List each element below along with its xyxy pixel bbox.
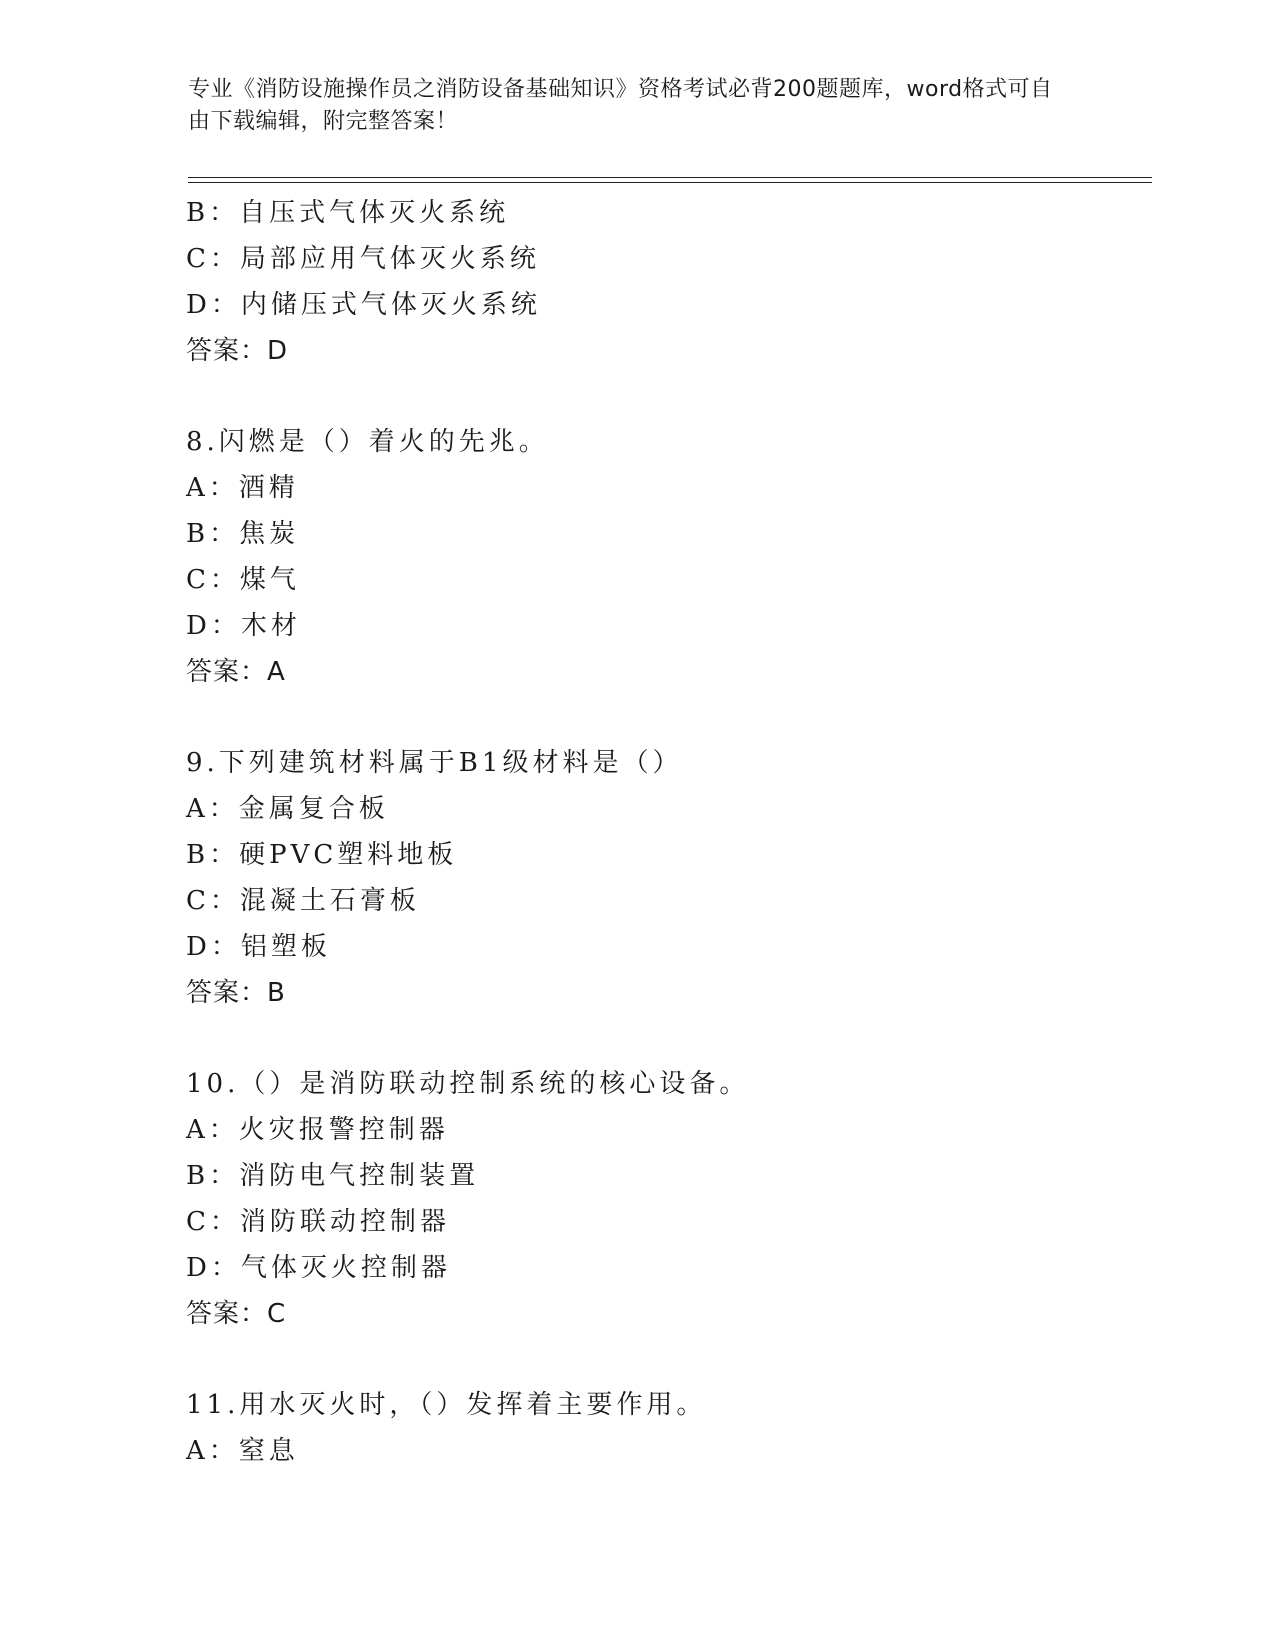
option-a: A：金属复合板 — [186, 794, 389, 824]
option-d: D：气体灭火控制器 — [186, 1253, 451, 1283]
question-text: 9.下列建筑材料属于B1级材料是（） — [186, 748, 683, 778]
question-list — [186, 190, 1146, 1474]
answer-line: 答案：B — [186, 978, 286, 1008]
question-text: 11.用水灭火时，（）发挥着主要作用。 — [186, 1390, 707, 1420]
block-spacer — [186, 1337, 1146, 1382]
option-c: C：煤气 — [186, 565, 300, 595]
block-spacer — [186, 695, 1146, 740]
question-block — [186, 419, 1146, 695]
question-text: 10.（）是消防联动控制系统的核心设备。 — [186, 1069, 750, 1099]
header-rule-top — [188, 177, 1152, 178]
document-header: 专业《消防设施操作员之消防设备基础知识》资格考试必背200题题库，word格式可自由下载编辑，附完整答案！ — [188, 77, 1053, 134]
option-b: B：消防电气控制装置 — [186, 1161, 480, 1191]
question-block — [186, 740, 1146, 1016]
question-block — [186, 1061, 1146, 1337]
block-spacer — [186, 1016, 1146, 1061]
header-rule-bottom — [188, 182, 1152, 183]
answer-line: 答案：C — [186, 1299, 287, 1329]
option-c: C：消防联动控制器 — [186, 1207, 450, 1237]
option-a: A：火灾报警控制器 — [186, 1115, 449, 1145]
question-text: 8.闪燃是（）着火的先兆。 — [186, 427, 549, 457]
option-c: C：混凝土石膏板 — [186, 886, 420, 916]
option-d: D：内储压式气体灭火系统 — [186, 290, 541, 320]
option-b: B：自压式气体灭火系统 — [186, 198, 510, 228]
option-a: A：酒精 — [186, 473, 299, 503]
question-block — [186, 1382, 1146, 1474]
answer-line: 答案：A — [186, 657, 286, 687]
option-d: D：木材 — [186, 611, 301, 641]
answer-line: 答案：D — [186, 336, 289, 366]
option-d: D：铝塑板 — [186, 932, 331, 962]
option-c: C：局部应用气体灭火系统 — [186, 244, 540, 274]
option-b: B：硬PVC塑料地板 — [186, 840, 458, 870]
question-block — [186, 190, 1146, 374]
block-spacer — [186, 374, 1146, 419]
option-a: A：窒息 — [186, 1436, 299, 1466]
option-b: B：焦炭 — [186, 519, 300, 549]
